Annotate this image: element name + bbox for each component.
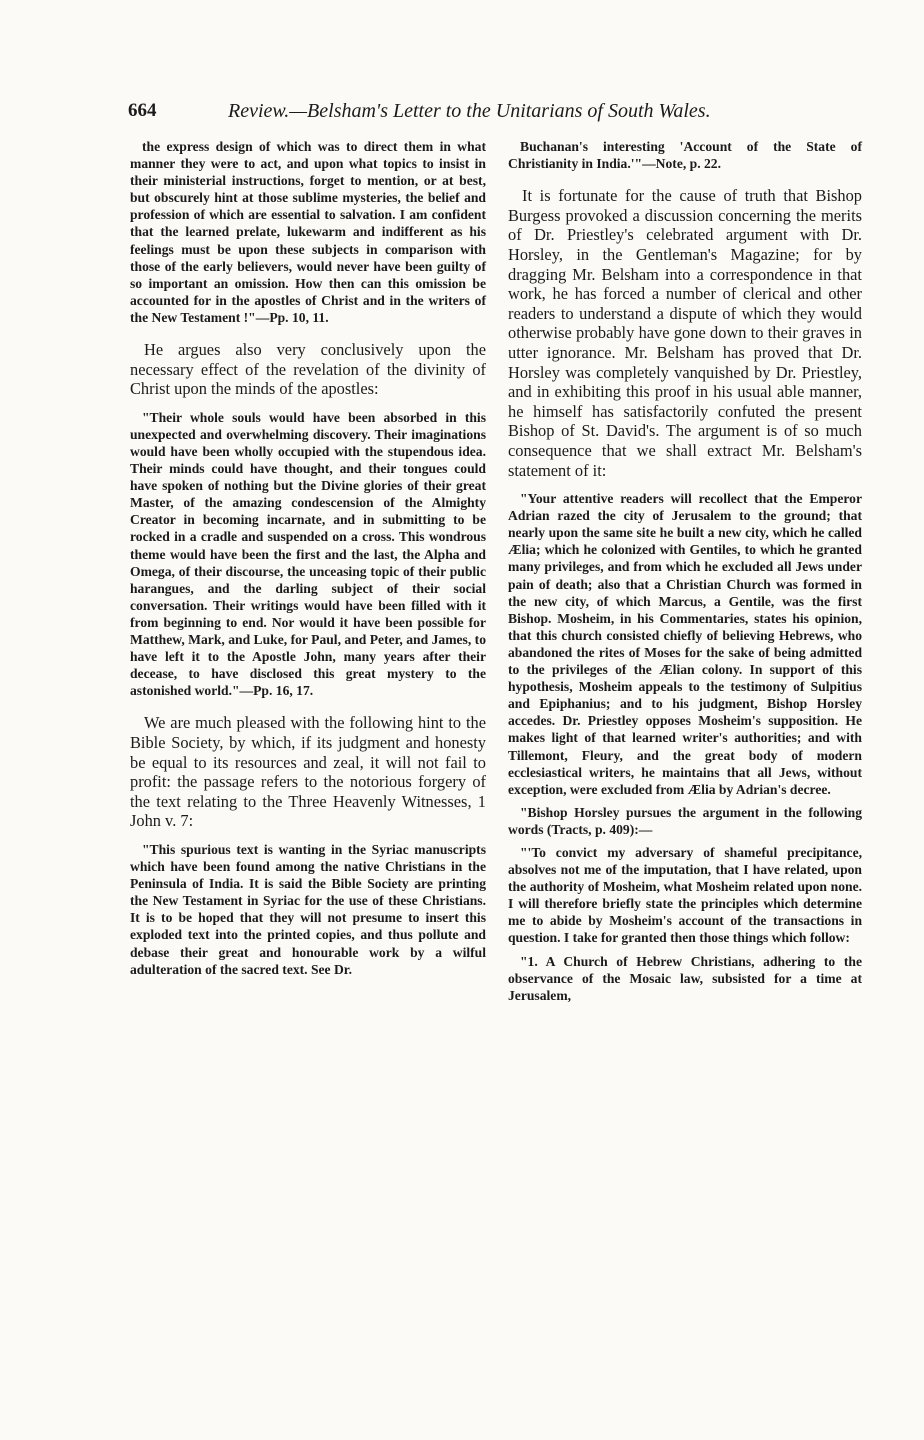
quote-paragraph: "1. A Church of Hebrew Christians, adhering to the observance of the Mosaic law, subsisted for a time at Jerusalem,: [508, 953, 862, 1003]
left-column: [130, 138, 486, 978]
quote-paragraph: "Your attentive readers will recollect that the Emperor Adrian razed the city of Jerusalem to the ground; that nearly upon the same site he built a new city, which he called Ælia; which he colonized with Gentiles, to which he granted many privileges, and from which he excluded all Jews under pain of death; also that a Christian Church was formed in the new city, of which Marcus, a Gentile, was the first Bishop. Mosheim, in his Commentaries, states his opinion, that this church consisted chiefly of believing Hebrews, who abandoned the rites of Moses for the sake of being admitted to the privileges of the Ælian colony. In support of this hypothesis, Mosheim appeals to the testimony of Sulpitius and Epiphanius; and to his judgment, Bishop Horsley accedes. Dr. Priestley opposes Mosheim's supposition. He makes light of that learned writer's authorities; and with Tillemont, Fleury, and the great body of modern ecclesiastical writers, he maintains that all Jews, without exception, were excluded from Ælia by Adrian's decree.: [508, 491, 862, 797]
right-column: [508, 138, 862, 1004]
running-title: Review.—Belsham's Letter to the Unitarians of South Wales.: [228, 100, 711, 122]
quote-paragraph: "Bishop Horsley pursues the argument in the following words (Tracts, p. 409):—: [508, 804, 862, 837]
body-paragraph: He argues also very conclusively upon the necessary effect of the revelation of the divinity of Christ upon the minds of the apostles:: [130, 340, 486, 399]
quote-paragraph: "'To convict my adversary of shameful precipitance, absolves not me of the imputation, that I have related, upon the authority of Mosheim, what Mosheim related upon none. I will therefore briefly state the principles which determine me to abide by Mosheim's account of the transactions in question. I take for granted then those things which follow:: [508, 844, 862, 946]
body-paragraph: It is fortunate for the cause of truth that Bishop Burgess provoked a discussion concerning the merits of Dr. Priestley's celebrated argument with Dr. Horsley, in the Gentleman's Magazine; for by dragging Mr. Belsham into a correspondence in that work, he has forced a number of clerical and other readers to understand a dispute of which they would otherwise probably have gone down to their graves in utter ignorance. Mr. Belsham has proved that Dr. Horsley was completely vanquished by Dr. Priestley, and in exhibiting this proof in his usual able manner, he himself has satisfactorily confuted the present Bishop of St. David's. The argument is of so much consequence that we shall extract Mr. Belsham's statement of it:: [508, 186, 862, 480]
body-paragraph: We are much pleased with the following hint to the Bible Society, by which, if its judgment and honesty be equal to its resources and zeal, it will not fail to profit: the passage refers to the notorious forgery of the text relating to the Three Heavenly Witnesses, 1 John v. 7:: [130, 713, 486, 831]
quote-paragraph: the express design of which was to direct them in what manner they were to act, and upon what topics to insist in their ministerial instructions, forget to mention, or at best, but obscurely hint at those sublime mysteries, the belief and profession of which are essential to salvation. I am confident that the learned prelate, lukewarm and indifferent as his feelings must be upon these subjects in comparison with those of the early believers, would never have been guilty of so important an omission. How then can this omission be accounted for in the apostles of Christ and in the writers of the New Testament !"—Pp. 10, 11.: [130, 139, 486, 325]
quote-paragraph: "Their whole souls would have been absorbed in this unexpected and overwhelming discovery. Their imaginations would have been wholly occupied with the stupendous idea. Their minds could have thought, and their tongues could have spoken of nothing but the Divine glories of their great Master, of the amazing condescension of the Almighty Creator in becoming incarnate, and in submitting to be rocked in a cradle and suspended on a cross. This wondrous theme would have been the first and the last, the Alpha and Omega, of their discourse, the unceasing topic of their public harangues, and the darling subject of their social conversation. Their writings would have been filled with it from beginning to end. Nor would it have been possible for Matthew, Mark, and Luke, for Paul, and Peter, and James, to have left it to the Apostle John, many years after their decease, to have disclosed this great mystery to the astonished world."—Pp. 16, 17.: [130, 409, 486, 699]
quote-paragraph: "This spurious text is wanting in the Syriac manuscripts which have been found among the native Christians in the Peninsula of India. It is said the Bible Society are printing the New Testament in Syriac for the use of these Christians. It is to be hoped that they will not presume to insert this exploded text into the printed copies, and thus pollute and debase their great and honourable work by a wilful adulteration of the sacred text. See Dr.: [130, 841, 486, 977]
page-number: 664: [128, 100, 157, 121]
page-header: [128, 98, 848, 128]
quote-paragraph: Buchanan's interesting 'Account of the State of Christianity in India.'"—Note, p. 22.: [508, 139, 862, 172]
